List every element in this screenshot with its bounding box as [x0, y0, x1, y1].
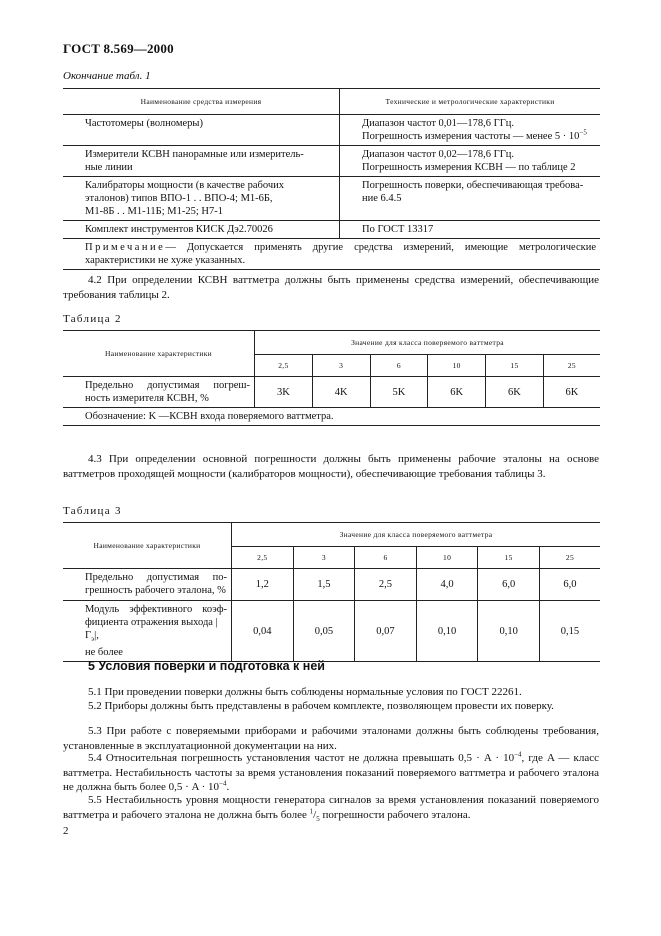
table2-note: Обозначение: K —КСВН входа поверяемого ваттметра. [63, 408, 600, 426]
table3-row [63, 569, 600, 601]
table3-class: 15 [478, 547, 540, 569]
table2-group-header: Значение для класса поверяемого ваттметра [255, 331, 601, 355]
table1-row3-spec2: ние 6.4.5 [362, 193, 402, 204]
paragraph-5-2 [63, 699, 599, 714]
table2-caption: Таблица 2 [63, 313, 122, 325]
paragraph-5-4-exp2: −4 [219, 779, 227, 788]
paragraph-5-1-text: 5.1 При проведении поверки должны быть соблюдены нормальные условия по ГОСТ 22261. [88, 686, 522, 698]
table3-row2-name1: Модуль эффективного коэф- [85, 604, 227, 615]
table1-note-row [63, 239, 600, 270]
table2-class: 25 [543, 355, 600, 377]
table3-row2-name3: не более [85, 647, 123, 659]
table1-row [63, 221, 600, 239]
table1 [63, 88, 600, 270]
table3-row1-name1: Предельно допустимая по- [85, 572, 227, 583]
paragraph-5-5: 5.5 Нестабильность уровня мощности генератора сигналов за время установления показаний поверяемого ваттметра и рабочего эталона не должна быть более $^1/_5$ погрешности рабочего эталона. [63, 794, 599, 823]
table1-row1-spec2: Погрешность измерения частоты — менее 5 · 10 [362, 131, 580, 142]
table3-row2-value: 0,05 [293, 601, 355, 662]
table1-row2-spec1: Диапазон частот 0,02—178,6 ГГц. [362, 149, 515, 160]
paragraph-5-4-text-a: 5.4 Относительная погрешность установления частот не должна превышать 0,5 · A · 10 [88, 752, 515, 764]
table3-row2-name2: фициента отражения выхода |Γ [85, 617, 218, 641]
table2-row-name1: Предельно допустимая погреш- [85, 380, 250, 391]
paragraph-5-5-text-b: погрешности рабочего эталона. [319, 808, 471, 821]
page-number: 2 [63, 825, 69, 837]
table1-row [63, 146, 600, 177]
table1-row2-name1: Измерители КСВН панорамные или измеритель- [85, 149, 304, 160]
table3-row2-value: 0,10 [416, 601, 478, 662]
table2-value: 6K [428, 377, 486, 408]
table1-row1-spec2-exp: −5 [579, 128, 587, 137]
table3-row1-value: 1,5 [293, 569, 355, 601]
table2-class: 15 [486, 355, 544, 377]
paragraph-5-4 [63, 751, 599, 795]
paragraph-5-5-frac-num: 1 [309, 806, 314, 815]
table2-value: 3K [255, 377, 313, 408]
table1-row1-name: Частотомеры (волномеры) [85, 118, 203, 129]
table3-row1-name2: грешность рабочего эталона, % [85, 585, 226, 596]
paragraph-4-2-text: 4.2 При определении КСВН ваттметра должны быть применены средства измерений, обеспечивающие требования таблицы 2. [63, 274, 599, 301]
table1-caption: Окончание табл. 1 [63, 70, 151, 82]
paragraph-5-3 [63, 724, 599, 753]
table1-row [63, 115, 600, 146]
table3 [63, 522, 600, 662]
table1-row2-spec2: Погрешность измерения КСВН — по таблице 2 [362, 162, 576, 173]
table3-row2-value: 0,15 [539, 601, 600, 662]
paragraph-5-4-text-b: , где A — класс ваттметра. Нестабильность частоты за время установления показаний поверяемого ваттметра и рабочего эталона не должна быть более 0,5 · A · 10 [63, 752, 599, 793]
table3-row2-name2-sub: э [91, 635, 95, 644]
table1-row3-name3: М1-8Б . . М1-11Б; М1-25; Н7-1 [85, 206, 223, 217]
table1-note-label: Примечание [85, 242, 166, 253]
table3-name-header: Наименование характеристики [63, 523, 232, 569]
table1-row3-name2: эталонов) типов ВПО-1 . . ВПО-4; М1-6Б, [85, 193, 273, 204]
paragraph-4-3-text: 4.3 При определении основной погрешности должны быть применены рабочие эталоны на основе ваттметров проходящей мощности (калибраторов мощности), обеспечивающие требования таблицы 3. [63, 453, 599, 480]
table3-row1-value: 4,0 [416, 569, 478, 601]
paragraph-5-5-frac-den: 5 [316, 814, 320, 823]
table2-name-header: Наименование характеристики [63, 331, 255, 377]
table1-col1-header: Наименование средства измерения [63, 89, 340, 115]
table3-class: 6 [355, 547, 417, 569]
table3-row2-value: 0,07 [355, 601, 417, 662]
table3-class: 2,5 [232, 547, 294, 569]
table3-row1-value: 1,2 [232, 569, 294, 601]
table1-note-text: — Допускается применять другие средства измерений, имеющие метрологические характеристики не хуже указанных. [85, 242, 596, 266]
table2-row-name2: ность измерителя КСВН, % [85, 393, 209, 404]
table3-row2-name2-tail: |, [94, 630, 99, 641]
table2-value: 5K [370, 377, 428, 408]
table3-group-header: Значение для класса поверяемого ваттметра [232, 523, 601, 547]
document-header: ГОСТ 8.569—2000 [63, 41, 174, 56]
table2-class: 6 [370, 355, 428, 377]
table3-row [63, 601, 600, 662]
table3-row1-value: 2,5 [355, 569, 417, 601]
table3-row2-value: 0,10 [478, 601, 540, 662]
table1-row3-spec1: Погрешность поверки, обеспечивающая требова- [362, 180, 584, 191]
paragraph-4-3 [63, 452, 599, 481]
table2-value: 6K [486, 377, 544, 408]
table2-value: 4K [312, 377, 370, 408]
table3-class: 10 [416, 547, 478, 569]
table3-class: 3 [293, 547, 355, 569]
table1-row4-name: Комплект инструментов КИСК Дэ2.70026 [85, 224, 273, 235]
table2-class: 10 [428, 355, 486, 377]
table2-class: 3 [312, 355, 370, 377]
table1-row3-name1: Калибраторы мощности (в качестве рабочих [85, 180, 284, 191]
table3-row1-value: 6,0 [539, 569, 600, 601]
table1-row1-spec1: Диапазон частот 0,01—178,6 ГГц. [362, 118, 515, 129]
paragraph-5-4-text-c: . [226, 781, 230, 793]
paragraph-5-1 [63, 685, 599, 700]
table2-note-row [63, 408, 600, 426]
paragraph-5-2-text: 5.2 Приборы должны быть представлены в рабочем комплекте, позволяющем провести их поверку. [88, 700, 554, 712]
table3-class: 25 [539, 547, 600, 569]
table2-row [63, 377, 600, 408]
paragraph-5-5-text-a: 5.5 Нестабильность уровня мощности генератора сигналов за время установления показаний поверяемого ваттметра и рабочего эталона не должна быть более [63, 794, 599, 821]
table1-row4-spec1: По ГОСТ 13317 [362, 224, 434, 235]
table2 [63, 330, 600, 426]
table1-row [63, 177, 600, 221]
table2-class: 2,5 [255, 355, 313, 377]
paragraph-5-4-exp1: −4 [514, 750, 522, 759]
table1-row2-name2: ные линии [85, 162, 133, 173]
table2-value: 6K [543, 377, 600, 408]
table3-row1-value: 6,0 [478, 569, 540, 601]
paragraph-5-3-text: 5.3 При работе с поверяемыми приборами и рабочими эталонами должны быть соблюдены требования, установленные в эксплуатационной документации на них. [63, 725, 599, 752]
table3-caption: Таблица 3 [63, 505, 122, 517]
section-5-title: 5 Условия поверки и подготовка к ней [88, 659, 325, 673]
paragraph-4-2 [63, 273, 599, 302]
table1-col2-header: Технические и метрологические характеристики [340, 89, 601, 115]
table3-row2-value: 0,04 [232, 601, 294, 662]
